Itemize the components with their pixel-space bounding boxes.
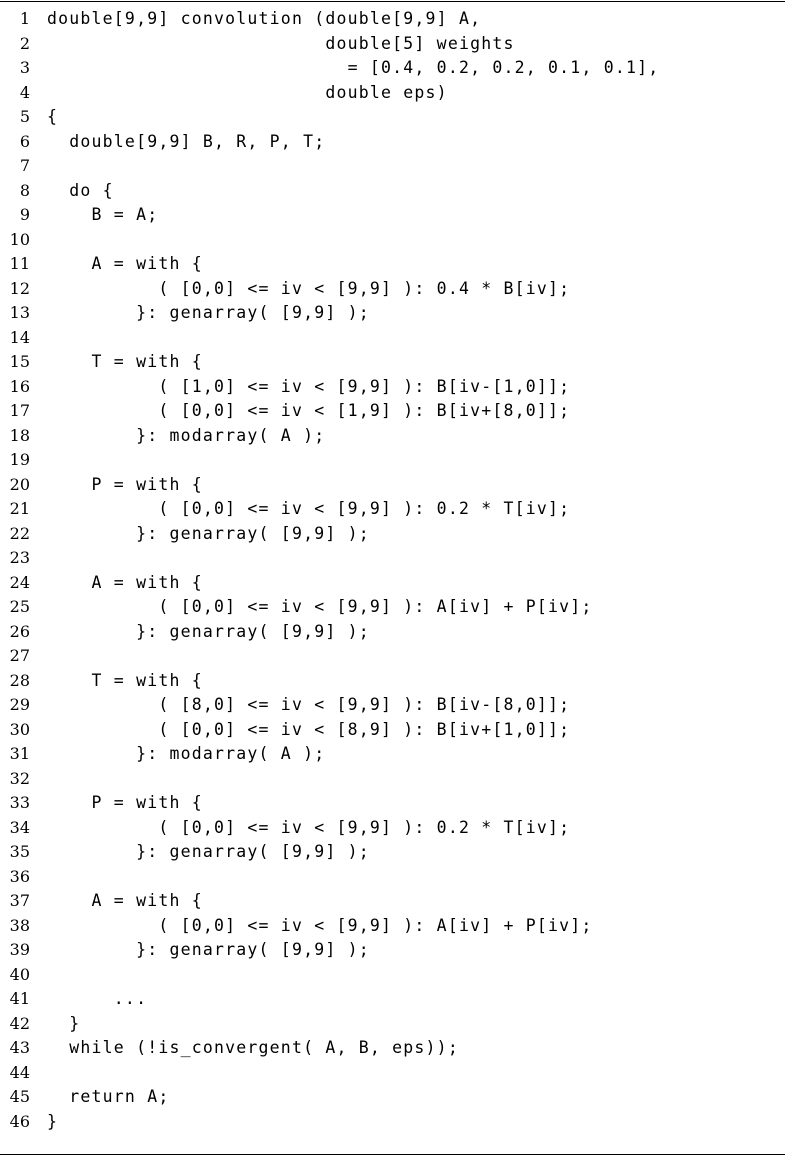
code-text: ( [0,0] <= iv < [9,9] ): 0.2 * T[iv]; <box>47 817 571 837</box>
line-number: 10 <box>9 229 30 249</box>
code-line <box>0 816 785 841</box>
line-number: 35 <box>9 842 30 861</box>
code-line <box>0 1061 785 1086</box>
line-number: 21 <box>9 499 30 518</box>
code-text: P = with { <box>47 793 203 812</box>
code-text: }: genarray( [9,9] ); <box>47 303 370 322</box>
line-number: 14 <box>9 327 30 347</box>
code-lines <box>0 7 785 1134</box>
code-line <box>0 987 785 1012</box>
line-number: 30 <box>9 719 30 739</box>
line-number: 3 <box>19 58 30 77</box>
line-number: 46 <box>9 1111 30 1131</box>
code-line <box>0 81 785 106</box>
line-number: 24 <box>9 572 30 592</box>
code-line <box>0 865 785 890</box>
code-text: }: genarray( [9,9] ); <box>47 621 370 641</box>
code-line <box>0 571 785 596</box>
code-text: }: genarray( [9,9] ); <box>47 523 370 543</box>
code-line <box>0 889 785 914</box>
code-line <box>0 620 785 645</box>
code-line <box>0 203 785 228</box>
top-rule <box>0 1 785 2</box>
code-line <box>0 522 785 547</box>
line-number: 37 <box>9 891 30 910</box>
code-text: double[9,9] convolution (double[9,9] A, <box>47 9 482 28</box>
code-line <box>0 301 785 326</box>
code-line <box>0 693 785 718</box>
code-line <box>0 644 785 669</box>
line-number: 32 <box>9 768 30 788</box>
code-line <box>0 497 785 522</box>
code-text: } <box>47 1013 81 1033</box>
line-number: 11 <box>9 254 30 273</box>
code-line <box>0 424 785 449</box>
line-number: 39 <box>9 940 30 959</box>
code-line <box>0 914 785 939</box>
line-number: 38 <box>9 915 30 935</box>
code-text: A = with { <box>47 572 203 592</box>
code-line <box>0 277 785 302</box>
code-text: double[9,9] B, R, P, T; <box>47 131 326 151</box>
code-line <box>0 1036 785 1061</box>
code-text: ( [0,0] <= iv < [9,9] ): A[iv] + P[iv]; <box>47 597 593 616</box>
code-line <box>0 350 785 375</box>
code-text: }: genarray( [9,9] ); <box>47 940 370 959</box>
code-text: double eps) <box>47 82 448 102</box>
code-line <box>0 399 785 424</box>
code-line <box>0 473 785 498</box>
code-line <box>0 718 785 743</box>
code-line <box>0 1110 785 1135</box>
code-line <box>0 767 785 792</box>
code-line <box>0 1012 785 1037</box>
line-number: 29 <box>9 695 30 714</box>
line-number: 34 <box>9 817 30 837</box>
code-text: }: modarray( A ); <box>47 425 326 445</box>
line-number: 45 <box>9 1087 30 1106</box>
line-number: 36 <box>9 866 30 886</box>
line-number: 23 <box>9 548 30 567</box>
code-text: B = A; <box>47 205 159 224</box>
line-number: 12 <box>9 278 30 298</box>
code-text: return A; <box>47 1087 170 1106</box>
line-number: 5 <box>19 107 30 126</box>
code-text: A = with { <box>47 254 203 273</box>
line-number: 25 <box>9 597 30 616</box>
code-line <box>0 56 785 81</box>
code-line <box>0 840 785 865</box>
line-number: 31 <box>9 744 30 763</box>
code-text: P = with { <box>47 474 203 494</box>
code-line <box>0 791 785 816</box>
code-line <box>0 595 785 620</box>
code-line <box>0 963 785 988</box>
code-text: T = with { <box>47 352 203 371</box>
line-number: 19 <box>9 450 30 469</box>
line-number: 16 <box>9 376 30 396</box>
code-text: ( [0,0] <= iv < [9,9] ): 0.2 * T[iv]; <box>47 499 571 518</box>
line-number: 33 <box>9 793 30 812</box>
code-text: do { <box>47 180 114 200</box>
line-number: 22 <box>9 523 30 543</box>
line-number: 17 <box>9 401 30 420</box>
code-text: ... <box>47 989 148 1008</box>
code-line <box>0 154 785 179</box>
code-line <box>0 7 785 32</box>
code-text: T = with { <box>47 670 203 690</box>
code-text: ( [1,0] <= iv < [9,9] ): B[iv-[1,0]]; <box>47 376 571 396</box>
code-line <box>0 32 785 57</box>
code-text: ( [0,0] <= iv < [8,9] ): B[iv+[1,0]]; <box>47 719 571 739</box>
line-number: 26 <box>9 621 30 641</box>
line-number: 1 <box>19 9 30 28</box>
code-text: ( [8,0] <= iv < [9,9] ): B[iv-[8,0]]; <box>47 695 571 714</box>
line-number: 13 <box>9 303 30 322</box>
line-number: 18 <box>9 425 30 445</box>
line-number: 40 <box>9 964 30 984</box>
code-line <box>0 546 785 571</box>
code-line <box>0 179 785 204</box>
line-number: 43 <box>9 1038 30 1057</box>
code-text: }: modarray( A ); <box>47 744 326 763</box>
bottom-rule <box>0 1154 785 1155</box>
code-line <box>0 448 785 473</box>
code-line <box>0 375 785 400</box>
code-text: ( [0,0] <= iv < [9,9] ): A[iv] + P[iv]; <box>47 915 593 935</box>
code-line <box>0 228 785 253</box>
line-number: 8 <box>19 180 30 200</box>
code-text: ( [0,0] <= iv < [9,9] ): 0.4 * B[iv]; <box>47 278 571 298</box>
code-text: A = with { <box>47 891 203 910</box>
code-line <box>0 326 785 351</box>
code-text: ( [0,0] <= iv < [1,9] ): B[iv+[8,0]]; <box>47 401 571 420</box>
code-text: = [0.4, 0.2, 0.2, 0.1, 0.1], <box>47 58 660 77</box>
code-text: while (!is_convergent( A, B, eps)); <box>47 1038 459 1057</box>
code-line <box>0 105 785 130</box>
line-number: 7 <box>19 156 30 175</box>
line-number: 9 <box>19 205 30 224</box>
line-number: 15 <box>9 352 30 371</box>
line-number: 20 <box>9 474 30 494</box>
line-number: 41 <box>9 989 30 1008</box>
line-number: 44 <box>9 1062 30 1082</box>
code-line <box>0 1085 785 1110</box>
line-number: 2 <box>19 33 30 53</box>
line-number: 28 <box>9 670 30 690</box>
code-line <box>0 252 785 277</box>
code-text: { <box>47 107 59 126</box>
line-number: 42 <box>9 1013 30 1033</box>
line-number: 4 <box>19 82 30 102</box>
code-text: }: genarray( [9,9] ); <box>47 842 370 861</box>
code-line <box>0 130 785 155</box>
line-number: 6 <box>19 131 30 151</box>
line-number: 27 <box>9 646 30 665</box>
code-text: double[5] weights <box>47 33 515 53</box>
code-line <box>0 742 785 767</box>
code-text: } <box>47 1111 59 1131</box>
code-line <box>0 938 785 963</box>
code-line <box>0 669 785 694</box>
